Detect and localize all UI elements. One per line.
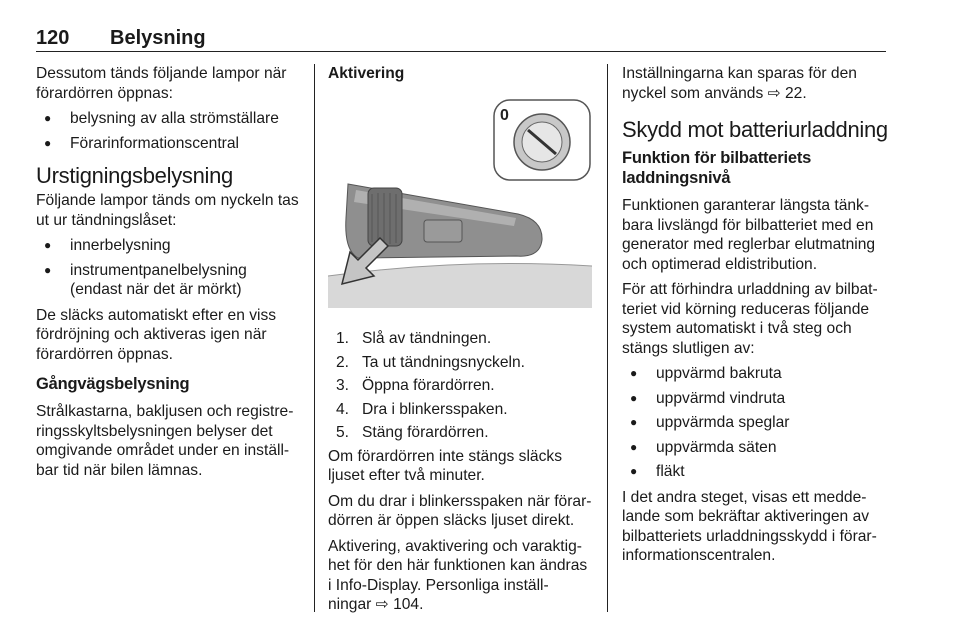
list-item: ● uppvärmd bakruta (622, 364, 888, 384)
column-divider (607, 64, 608, 612)
intro-text: Dessutom tänds följande lampor när förardörren öppnas: (36, 65, 287, 102)
turn-signal-lever-illustration (328, 98, 592, 308)
reduced-systems-list (622, 364, 888, 482)
heading-path-lighting: Gångvägsbelysning (36, 375, 190, 393)
list-item: 2. Ta ut tändningsnyckeln. (336, 353, 525, 371)
paragraph: Om förardörren inte stängs släcks ljuset efter två minuter. (328, 447, 562, 484)
page-title: Belysning (110, 27, 206, 49)
list-item: 4. Dra i blinkersspaken. (336, 400, 508, 418)
heading-exit-lighting: Urstigningsbelysning (36, 163, 233, 188)
exit-list (36, 236, 300, 300)
paragraph: För att förhindra urladdning av bilbat-teriet vid körning reduceras följande system automatiskt i två steg och stängs slutligen av: (622, 281, 878, 357)
list-item: ● uppvärmda speglar (622, 413, 888, 433)
list-item: ● Förarinformationscentral (36, 134, 300, 154)
page-number: 120 (36, 27, 70, 49)
paragraph: Funktionen garanterar längsta tänk-bara livslängd för bilbatteriet med en generator med reglerbar elutmatning och optimerad eldistribution. (622, 197, 876, 273)
column-middle (328, 64, 592, 621)
path-text: Strålkastarna, bakljusen och registre-ringsskyltsbelysningen belyser det omgivande området under en inställ-bar tid när bilen lämnas. (36, 403, 294, 479)
activation-steps (328, 329, 592, 443)
list-item: ● belysning av alla strömställare (36, 109, 300, 129)
list-item: ● fläkt (622, 462, 888, 482)
list-item: ● uppvärmd vindruta (622, 389, 888, 409)
paragraph-key-reference: Inställningarna kan sparas för den nyckel som används ⇨ 22. (622, 65, 857, 102)
paragraph: Om du drar i blinkersspaken när förar-dörren är öppen släcks ljuset direkt. (328, 492, 592, 529)
list-item: ● innerbelysning (36, 236, 300, 256)
list-item: 5. Stäng förardörren. (336, 424, 489, 441)
ignition-key-icon (494, 100, 590, 180)
heading-activation: Aktivering (328, 65, 405, 82)
paragraph-settings-reference: Aktivering, avaktivering och varaktig-het för den här funktionen kan ändras i Info-Display. Personliga inställ-ningar ⇨ 104. (328, 537, 588, 613)
exit-intro: Följande lampor tänds om nyckeln tas ut ur tändningslåset: (36, 192, 299, 229)
column-right (622, 64, 888, 572)
paragraph: I det andra steget, visas ett medde-lande som bekräftar aktiveringen av bilbatteriets urladdningsskydd i förar-informationscentralen. (622, 488, 877, 564)
list-item: ● instrumentpanelbelysning (endast när det är mörkt) (36, 261, 300, 300)
list-item: 1. Slå av tändningen. (336, 330, 492, 347)
page-header (36, 27, 886, 52)
list-item: 3. Öppna förardörren. (336, 377, 495, 394)
column-divider (314, 64, 315, 612)
column-left (36, 64, 300, 486)
list-item: ● uppvärmda säten (622, 438, 888, 458)
exit-text: De släcks automatiskt efter en viss fördröjning och aktiveras igen när förardörren öppnas. (36, 306, 277, 363)
heading-battery-level-function: Funktion för bilbatteriets laddningsnivå (622, 149, 812, 187)
heading-battery-protection: Skydd mot batteriurladdning (622, 117, 888, 142)
intro-list (36, 109, 300, 153)
key-position-label: 0 (500, 106, 509, 124)
